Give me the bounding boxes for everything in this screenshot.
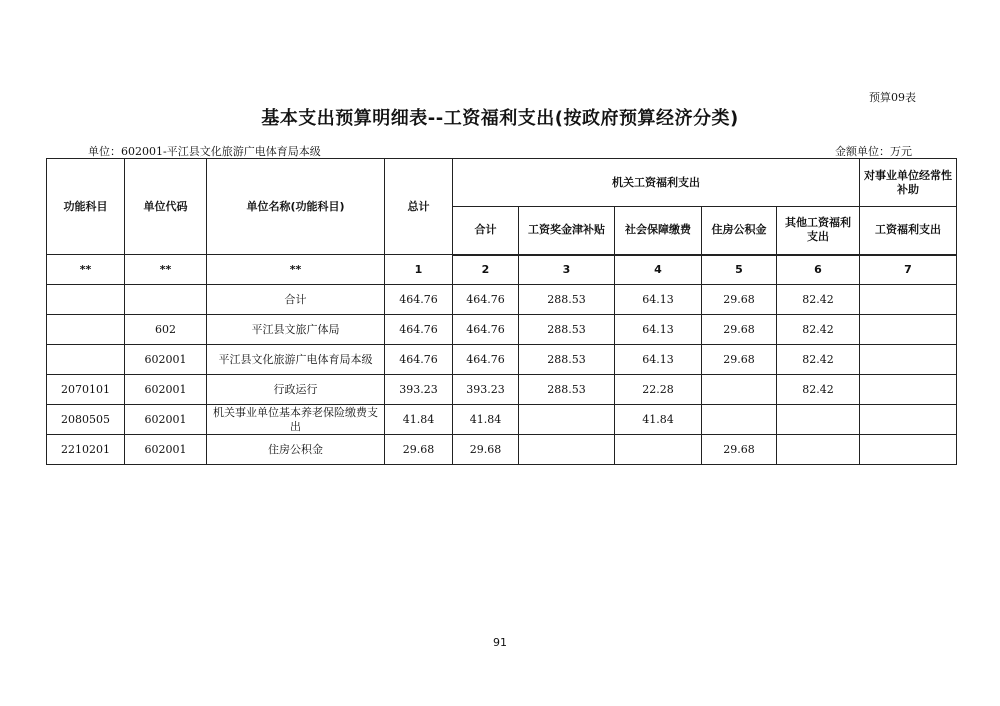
index-cell: ** xyxy=(125,255,207,285)
table-cell xyxy=(860,375,957,405)
table-cell xyxy=(125,285,207,315)
table-cell: 住房公积金 xyxy=(207,435,385,465)
index-row xyxy=(47,255,957,285)
index-cell: 7 xyxy=(860,255,957,285)
index-cell: 1 xyxy=(385,255,453,285)
table-cell: 602001 xyxy=(125,375,207,405)
header-func-subject: 功能科目 xyxy=(47,159,125,255)
table-cell: 464.76 xyxy=(453,315,519,345)
table-cell: 2070101 xyxy=(47,375,125,405)
header-social: 社会保障缴费 xyxy=(615,207,702,255)
table-cell: 464.76 xyxy=(453,345,519,375)
header-wage: 工资奖金津补贴 xyxy=(519,207,615,255)
header-gov-wage-group: 机关工资福利支出 xyxy=(453,159,860,207)
table-cell: 602001 xyxy=(125,435,207,465)
table-cell: 29.68 xyxy=(385,435,453,465)
table-cell: 602 xyxy=(125,315,207,345)
table-cell: 29.68 xyxy=(702,435,777,465)
table-cell xyxy=(860,315,957,345)
table-cell: 41.84 xyxy=(615,405,702,435)
table-cell xyxy=(777,435,860,465)
index-cell: 3 xyxy=(519,255,615,285)
table-row xyxy=(47,405,957,435)
table-cell xyxy=(860,345,957,375)
table-cell: 机关事业单位基本养老保险缴费支出 xyxy=(207,405,385,435)
table-cell: 平江县文化旅游广电体育局本级 xyxy=(207,345,385,375)
page-number: 91 xyxy=(493,636,507,649)
index-cell: 2 xyxy=(453,255,519,285)
table-cell: 82.42 xyxy=(777,375,860,405)
table-cell: 393.23 xyxy=(453,375,519,405)
index-cell: 4 xyxy=(615,255,702,285)
index-cell: 6 xyxy=(777,255,860,285)
table-row xyxy=(47,435,957,465)
table-cell: 41.84 xyxy=(385,405,453,435)
table-cell: 288.53 xyxy=(519,345,615,375)
table-cell xyxy=(519,405,615,435)
header-unit-name: 单位名称(功能科目) xyxy=(207,159,385,255)
header-total: 总计 xyxy=(385,159,453,255)
table-cell xyxy=(860,405,957,435)
table-cell xyxy=(702,405,777,435)
header-unit-code: 单位代码 xyxy=(125,159,207,255)
table-cell: 82.42 xyxy=(777,345,860,375)
table-cell: 602001 xyxy=(125,345,207,375)
table-row xyxy=(47,345,957,375)
table-cell: 464.76 xyxy=(453,285,519,315)
index-cell: ** xyxy=(207,255,385,285)
table-cell: 29.68 xyxy=(702,315,777,345)
table-cell: 2080505 xyxy=(47,405,125,435)
table-cell: 602001 xyxy=(125,405,207,435)
table-cell xyxy=(47,315,125,345)
table-cell: 464.76 xyxy=(385,345,453,375)
header-inst-wage: 工资福利支出 xyxy=(860,207,957,255)
table-cell: 41.84 xyxy=(453,405,519,435)
table-cell: 29.68 xyxy=(702,345,777,375)
header-sum: 合计 xyxy=(453,207,519,255)
table-cell: 82.42 xyxy=(777,315,860,345)
table-cell: 64.13 xyxy=(615,285,702,315)
table-cell: 393.23 xyxy=(385,375,453,405)
table-cell: 行政运行 xyxy=(207,375,385,405)
header-other: 其他工资福利支出 xyxy=(777,207,860,255)
table-cell: 29.68 xyxy=(453,435,519,465)
header-housing: 住房公积金 xyxy=(702,207,777,255)
table-cell: 2210201 xyxy=(47,435,125,465)
table-cell: 22.28 xyxy=(615,375,702,405)
table-cell: 288.53 xyxy=(519,285,615,315)
table-cell xyxy=(47,345,125,375)
table-cell xyxy=(860,435,957,465)
header-inst-subsidy-group: 对事业单位经常性补助 xyxy=(860,159,957,207)
budget-table xyxy=(46,158,957,465)
table-cell: 64.13 xyxy=(615,315,702,345)
table-cell xyxy=(615,435,702,465)
index-cell: 5 xyxy=(702,255,777,285)
table-cell: 464.76 xyxy=(385,315,453,345)
money-unit-label: 金额单位：万元 xyxy=(835,145,912,158)
table-cell xyxy=(860,285,957,315)
table-cell: 288.53 xyxy=(519,315,615,345)
table-cell xyxy=(702,375,777,405)
table-cell xyxy=(519,435,615,465)
table-cell: 平江县文旅广体局 xyxy=(207,315,385,345)
table-cell: 464.76 xyxy=(385,285,453,315)
table-cell xyxy=(777,405,860,435)
table-row xyxy=(47,315,957,345)
table-cell xyxy=(47,285,125,315)
table-cell: 82.42 xyxy=(777,285,860,315)
table-number: 预算09表 xyxy=(869,91,916,104)
table-cell: 合计 xyxy=(207,285,385,315)
table-cell: 64.13 xyxy=(615,345,702,375)
table-cell: 288.53 xyxy=(519,375,615,405)
index-cell: ** xyxy=(47,255,125,285)
unit-label: 单位：602001-平江县文化旅游广电体育局本级 xyxy=(88,145,321,158)
page-title: 基本支出预算明细表--工资福利支出(按政府预算经济分类) xyxy=(261,108,739,129)
table-row xyxy=(47,375,957,405)
table-cell: 29.68 xyxy=(702,285,777,315)
table-row xyxy=(47,285,957,315)
